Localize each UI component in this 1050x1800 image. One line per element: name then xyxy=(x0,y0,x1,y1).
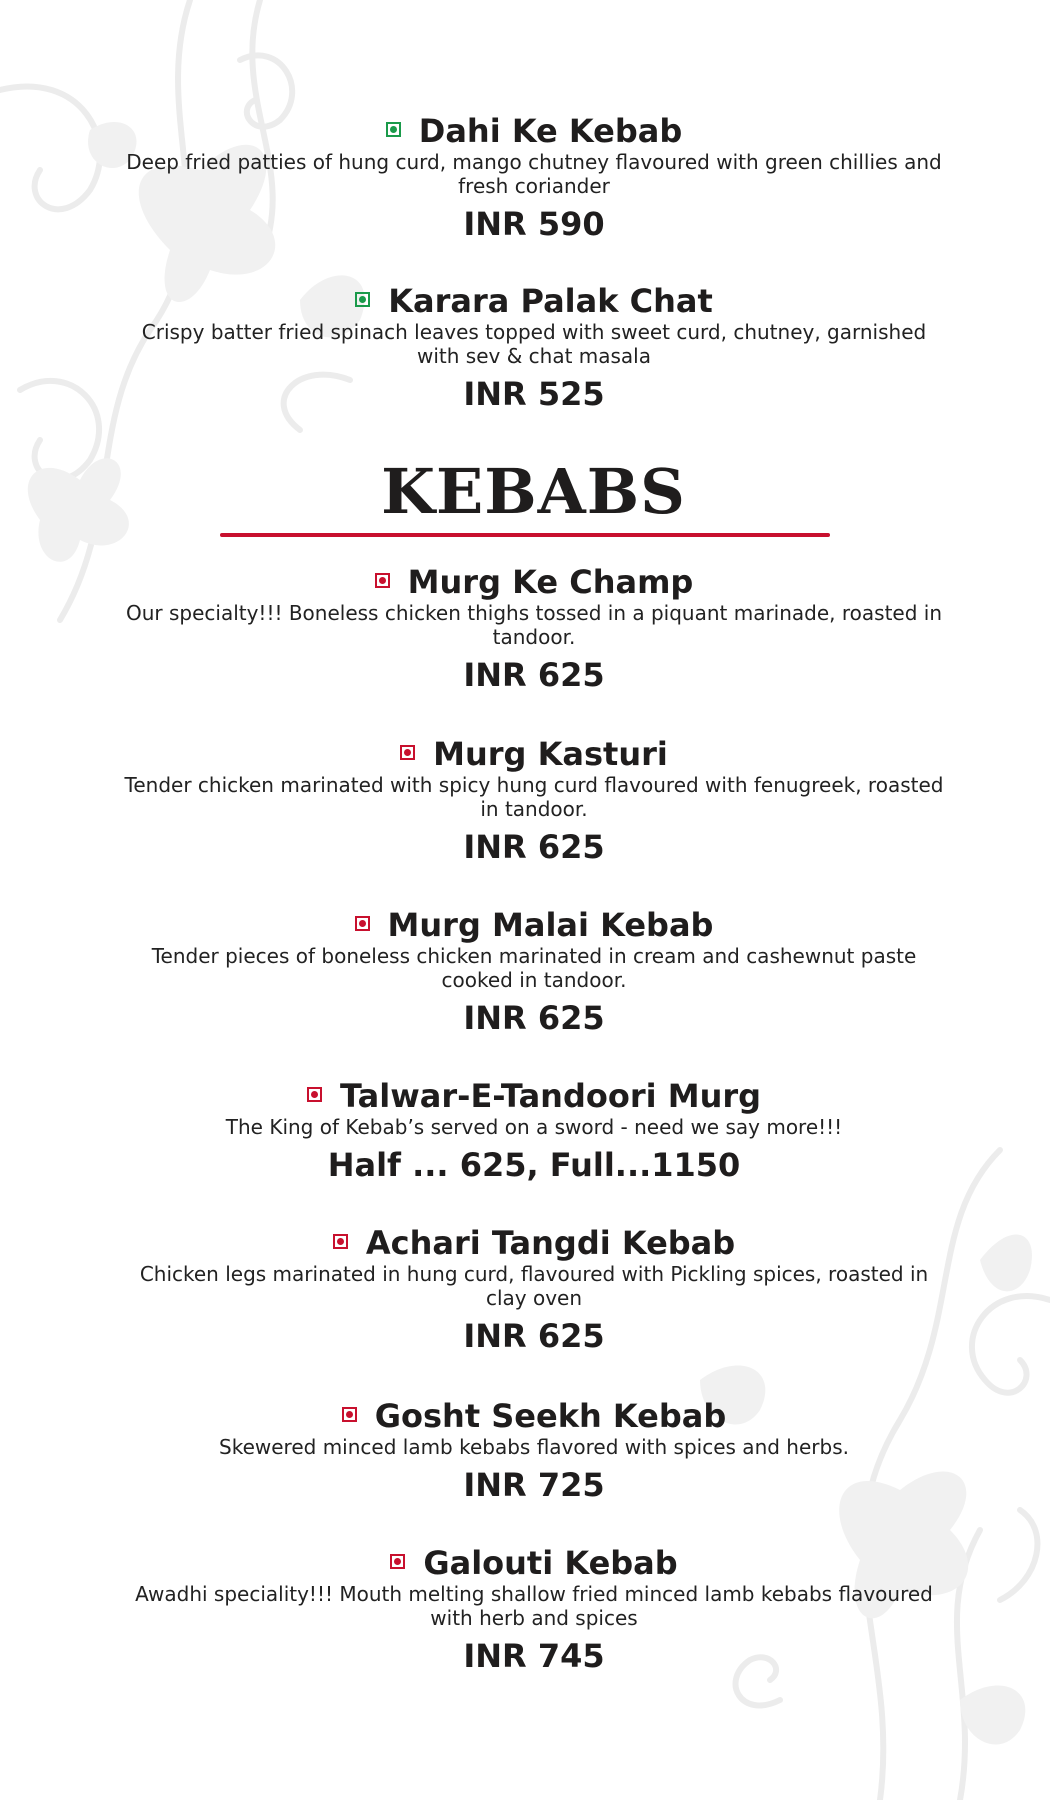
item-title xyxy=(100,735,968,773)
item-description: Chicken legs marinated in hung curd, flavoured with Pickling spices, roasted in clay oven xyxy=(139,1262,929,1310)
item-name: Gosht Seekh Kebab xyxy=(374,1397,727,1435)
menu-item-murg-kasturi xyxy=(100,735,968,867)
item-description: Our specialty!!! Boneless chicken thighs tossed in a piquant marinade, roasted in tandoor. xyxy=(125,601,943,649)
menu-item-murg-malai-kebab xyxy=(100,906,968,1038)
item-price: INR 625 xyxy=(463,828,605,866)
section-title-kebabs: KEBABS xyxy=(381,455,686,528)
menu-item-murg-ke-champ xyxy=(100,563,968,695)
menu-item-galouti-kebab xyxy=(100,1544,968,1676)
menu-item-talwar-e-tandoori-murg xyxy=(100,1077,968,1185)
menu-item-achari-tangdi-kebab xyxy=(100,1224,968,1356)
section-divider xyxy=(220,533,830,537)
item-description: Crispy batter fried spinach leaves topped with sweet curd, chutney, garnished with sev & chat masala xyxy=(141,320,927,368)
item-title xyxy=(100,906,968,944)
non-veg-icon xyxy=(375,573,390,588)
item-name: Galouti Kebab xyxy=(423,1544,678,1582)
non-veg-icon xyxy=(400,745,415,760)
item-price: INR 625 xyxy=(463,1317,605,1355)
item-title xyxy=(100,1544,968,1582)
menu-item-karara-palak-chat xyxy=(100,282,968,414)
non-veg-icon xyxy=(390,1554,405,1569)
non-veg-icon xyxy=(333,1234,348,1249)
item-description: Deep fried patties of hung curd, mango chutney flavoured with green chillies and fresh coriander xyxy=(126,150,942,198)
item-price: INR 745 xyxy=(463,1637,605,1675)
item-name: Karara Palak Chat xyxy=(388,282,713,320)
item-name: Talwar-E-Tandoori Murg xyxy=(339,1077,762,1115)
item-title xyxy=(100,1224,968,1262)
item-name: Murg Malai Kebab xyxy=(387,906,714,944)
menu-item-gosht-seekh-kebab xyxy=(100,1397,968,1505)
non-veg-icon xyxy=(355,916,370,931)
item-price: INR 625 xyxy=(463,656,605,694)
item-description: The King of Kebab’s served on a sword - need we say more!!! xyxy=(225,1115,843,1139)
item-description: Skewered minced lamb kebabs flavored with spices and herbs. xyxy=(219,1435,849,1459)
item-description: Awadhi speciality!!! Mouth melting shallow fried minced lamb kebabs flavoured with herb and spices xyxy=(135,1582,933,1630)
non-veg-icon xyxy=(307,1087,322,1102)
item-description: Tender chicken marinated with spicy hung curd flavoured with fenugreek, roasted in tandoor. xyxy=(124,773,944,821)
item-name: Murg Ke Champ xyxy=(407,563,694,601)
item-description: Tender pieces of boneless chicken marinated in cream and cashewnut paste cooked in tandoor. xyxy=(151,944,917,992)
veg-icon xyxy=(386,122,401,137)
item-title xyxy=(100,1077,968,1115)
item-name: Dahi Ke Kebab xyxy=(418,112,683,150)
item-price: Half ... 625, Full...1150 xyxy=(327,1146,741,1184)
item-price: INR 525 xyxy=(463,375,605,413)
item-title xyxy=(100,282,968,320)
menu-item-dahi-ke-kebab xyxy=(100,112,968,244)
item-name: Achari Tangdi Kebab xyxy=(365,1224,736,1262)
item-title xyxy=(100,1397,968,1435)
item-price: INR 590 xyxy=(463,205,605,243)
veg-icon xyxy=(355,292,370,307)
item-title xyxy=(100,563,968,601)
item-name: Murg Kasturi xyxy=(433,735,668,773)
item-title xyxy=(100,112,968,150)
non-veg-icon xyxy=(342,1407,357,1422)
item-price: INR 725 xyxy=(463,1466,605,1504)
item-price: INR 625 xyxy=(463,999,605,1037)
